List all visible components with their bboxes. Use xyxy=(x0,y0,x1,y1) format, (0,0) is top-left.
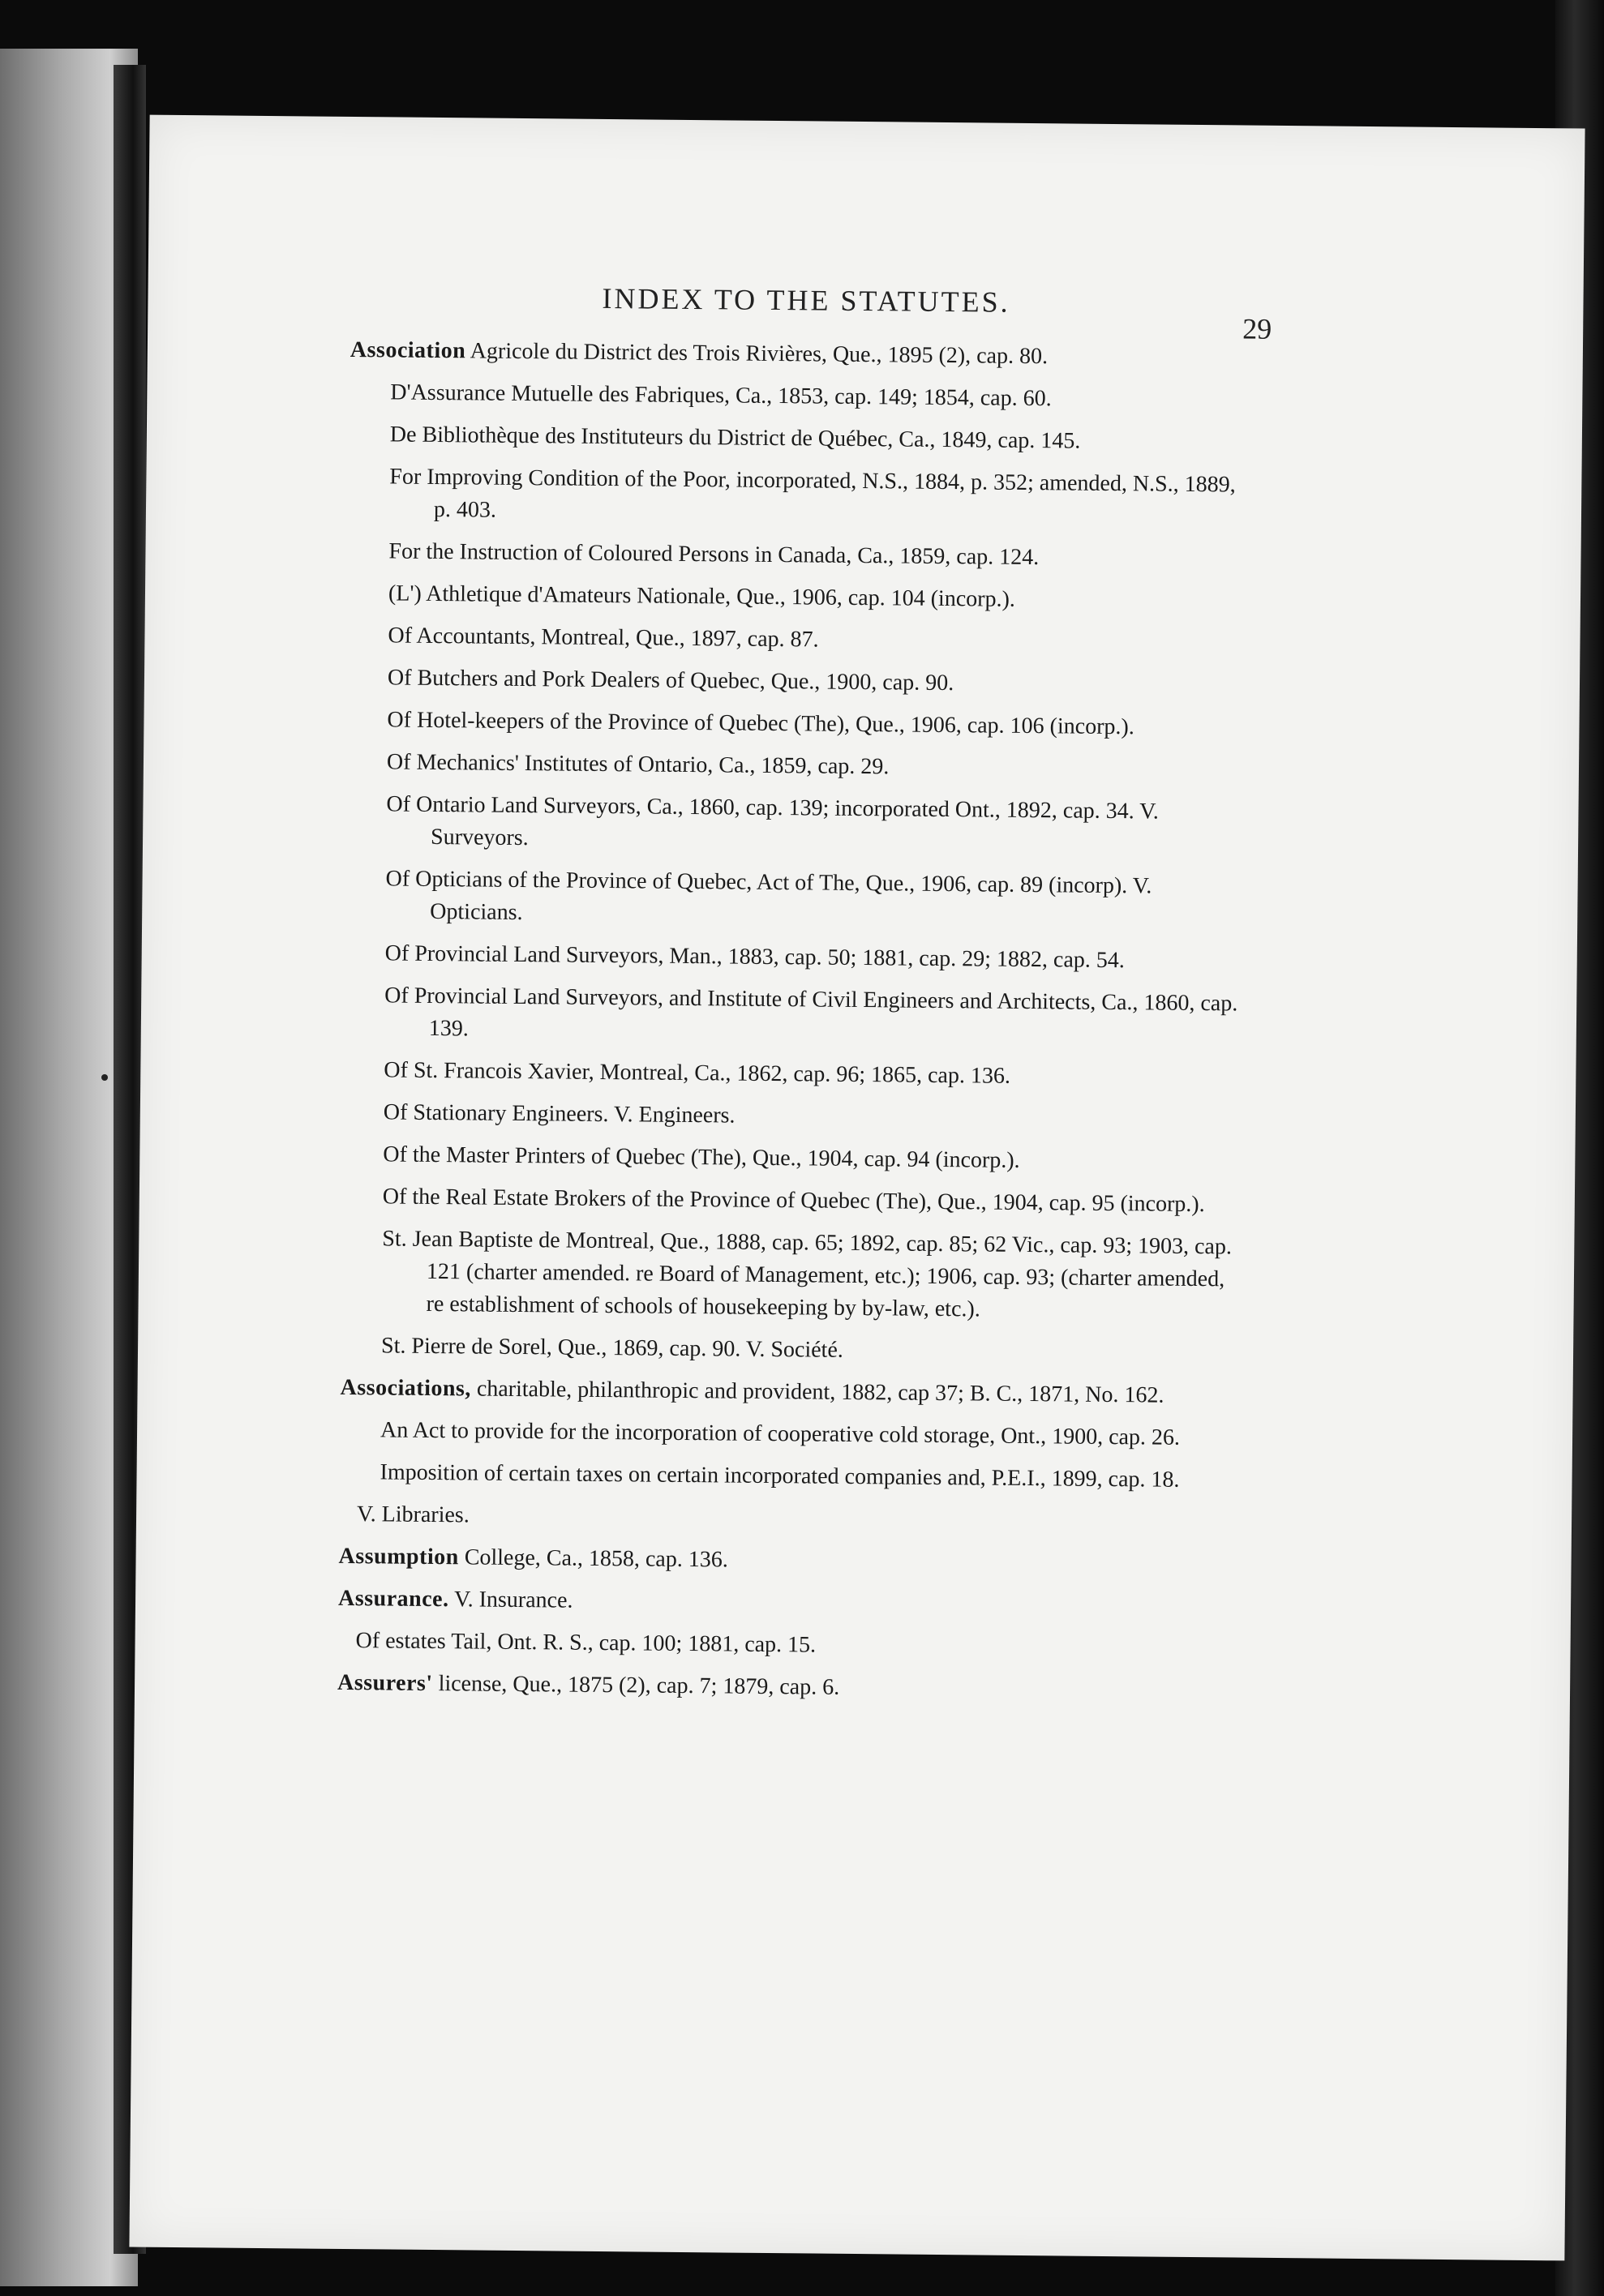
entry-text: Of Opticians of the Province of Quebec, Act of The, Que., 1906, cap. 89 (incorp). V. Opticians. xyxy=(385,866,1152,926)
entry-text: St. Jean Baptiste de Montreal, Que., 1888, cap. 65; 1892, cap. 85; 62 Vic., cap. 93; 1903, cap. 121 (charter amended. re Board of Management, etc.); 1906, cap. 93; (charter amended, re establishment of schools of housekeeping by by-law, etc.). xyxy=(382,1226,1233,1322)
index-entry xyxy=(388,535,1248,576)
entry-text: Of Provincial Land Surveyors, and Institute of Civil Engineers and Architects, Ca., 1860, cap. 139. xyxy=(384,983,1238,1042)
entry-text: College, Ca., 1858, cap. 136. xyxy=(458,1544,728,1573)
book-page xyxy=(129,115,1585,2261)
entry-text: (L') Athletique d'Amateurs Nationale, Que., 1906, cap. 104 (incorp.). xyxy=(388,580,1015,612)
entry-text: Of Hotel-keepers of the Province of Quebec (The), Que., 1906, cap. 106 (incorp.). xyxy=(387,707,1134,740)
entry-text: Of Ontario Land Surveyors, Ca., 1860, cap. 139; incorporated Ont., 1892, cap. 34. V. Surveyors. xyxy=(386,791,1159,851)
index-entry xyxy=(390,418,1250,459)
entry-text: V. Insurance. xyxy=(448,1587,573,1613)
index-entry xyxy=(350,334,1250,375)
entry-text: Of Butchers and Pork Dealers of Quebec, Que., 1900, cap. 90. xyxy=(387,665,954,696)
entry-text: For the Instruction of Coloured Persons in Canada, Ca., 1859, cap. 124. xyxy=(388,538,1040,571)
entry-heading: Associations, xyxy=(340,1374,472,1402)
entry-text: Of St. Francois Xavier, Montreal, Ca., 1862, cap. 96; 1865, cap. 136. xyxy=(384,1057,1011,1089)
entry-heading: Association xyxy=(350,336,466,364)
index-entry xyxy=(338,1540,1238,1582)
index-entry xyxy=(380,1456,1239,1497)
entry-text: Imposition of certain taxes on certain incorporated companies and, P.E.I., 1899, cap. 18. xyxy=(380,1459,1180,1493)
entry-text: Of Provincial Land Surveyors, Man., 1883, cap. 50; 1881, cap. 29; 1882, cap. 54. xyxy=(384,940,1126,974)
index-entry xyxy=(340,1372,1240,1413)
running-header: INDEX TO THE STATUTES. xyxy=(602,281,1010,319)
index-entry xyxy=(338,1583,1238,1624)
index-entry xyxy=(383,1180,1242,1221)
index-entry xyxy=(388,577,1248,618)
index-entry xyxy=(384,979,1245,1052)
index-entry xyxy=(384,1054,1243,1094)
entry-text: St. Pierre de Sorel, Que., 1869, cap. 90. V. Société. xyxy=(380,1333,843,1363)
margin-dot xyxy=(101,1074,108,1081)
index-entry xyxy=(388,619,1247,660)
entry-text: charitable, philanthropic and provident, 1882, cap 37; B. C., 1871, No. 162. xyxy=(470,1376,1164,1408)
entry-text: Of Mechanics' Institutes of Ontario, Ca., 1859, cap. 29. xyxy=(386,749,890,780)
index-entry xyxy=(357,1498,1239,1539)
entry-text: license, Que., 1875 (2), cap. 7; 1879, cap. 6. xyxy=(432,1671,840,1700)
entry-heading: Assurance. xyxy=(337,1585,449,1613)
index-entry xyxy=(390,376,1250,417)
entry-heading: Assumption xyxy=(338,1543,459,1570)
entry-text: Of the Real Estate Brokers of the Province of Quebec (The), Que., 1904, cap. 95 (incorp.). xyxy=(382,1184,1205,1218)
index-entry xyxy=(389,460,1250,533)
page-number: 29 xyxy=(1242,312,1272,345)
entry-text: De Bibliothèque des Instituteurs du District de Québec, Ca., 1849, cap. 145. xyxy=(389,422,1081,454)
index-entry xyxy=(385,863,1246,936)
index-entry xyxy=(387,704,1246,744)
index-entries xyxy=(337,334,1250,1718)
index-entry xyxy=(384,1096,1243,1137)
index-entry xyxy=(381,1330,1241,1370)
index-entry xyxy=(355,1625,1237,1665)
entry-text: Agricole du District des Trois Rivières, Que., 1895 (2), cap. 80. xyxy=(465,338,1049,370)
index-entry xyxy=(337,1667,1237,1708)
entry-heading: Assurers' xyxy=(337,1669,433,1697)
entry-text: Of the Master Printers of Quebec (The), Que., 1904, cap. 94 (incorp.). xyxy=(383,1142,1020,1173)
entry-text: Of Stationary Engineers. V. Engineers. xyxy=(383,1099,736,1129)
index-entry xyxy=(388,662,1247,702)
index-entry xyxy=(385,937,1245,978)
entry-text: Of estates Tail, Ont. R. S., cap. 100; 1881, cap. 15. xyxy=(355,1628,817,1658)
index-entry xyxy=(383,1138,1242,1179)
index-entry xyxy=(386,788,1246,861)
entry-text: D'Assurance Mutuelle des Fabriques, Ca., 1853, cap. 149; 1854, cap. 60. xyxy=(390,379,1052,412)
index-entry xyxy=(387,746,1246,786)
index-entry xyxy=(381,1223,1242,1328)
index-entry xyxy=(380,1414,1240,1454)
entry-text: V. Libraries. xyxy=(356,1501,470,1528)
entry-text: An Act to provide for the incorporation of cooperative cold storage, Ont., 1900, cap. 26. xyxy=(380,1417,1181,1450)
entry-text: Of Accountants, Montreal, Que., 1897, cap. 87. xyxy=(388,623,819,653)
entry-text: For Improving Condition of the Poor, incorporated, N.S., 1884, p. 352; amended, N.S., 1889, p. 403. xyxy=(389,464,1236,523)
